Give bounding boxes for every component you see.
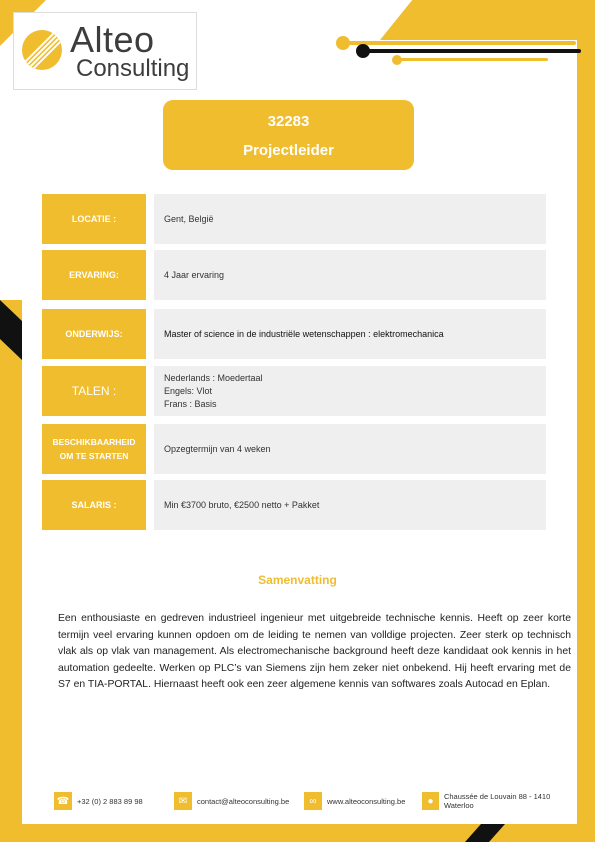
email-text: contact@alteoconsulting.be — [197, 796, 290, 806]
left-accent-band — [0, 300, 22, 842]
right-accent-band — [577, 0, 595, 842]
row-value — [154, 366, 546, 416]
location-pin-icon: ● — [422, 792, 439, 810]
info-row-languages — [42, 366, 546, 416]
logo-mark-icon — [22, 30, 62, 70]
logo-name-line1: Alteo — [70, 19, 155, 60]
phone-icon: ☎ — [54, 792, 72, 810]
row-label: BESCHIKBAARHEID OM TE STARTEN — [42, 424, 146, 474]
row-label: LOCATIE : — [42, 194, 146, 244]
row-label: ERVARING: — [42, 250, 146, 300]
info-row-availability — [42, 424, 546, 474]
contact-footer — [54, 791, 574, 811]
top-right-accent — [380, 0, 595, 40]
reference-number: 32283 — [267, 113, 310, 130]
row-label: ONDERWIJS: — [42, 309, 146, 359]
website-text: www.alteoconsulting.be — [327, 796, 406, 806]
info-row-education — [42, 309, 546, 359]
summary-title: Samenvatting — [258, 573, 337, 587]
job-role: Projectleider — [243, 142, 334, 159]
row-value: Master of science in de industriële wetenschappen : elektromechanica — [154, 309, 546, 359]
footer-address — [422, 791, 574, 811]
summary-text: Een enthousiaste en gedreven industrieel ingenieur met uitgebreide technische kennis. Heeft op zeer korte termijn veel ervaring kunnen opdoen om de leiding te nemen van volldige projecten. Zeer sterk op technisch vlak als op vlak van management. Als electromechanische background heeft deze kandidaat ook kennis in het automation gedeelte. Werken op PLC’s van Siemens zijn hem zeker niet onbekend. Hij heeft ervaring met de S7 en TIA-PORTAL. Hiernaast heeft ook een zeer algemene kennis van softwares zoals Autocad en Eplan. — [58, 613, 571, 690]
bottom-accent-band — [0, 824, 595, 842]
phone-text: +32 (0) 2 883 89 98 — [77, 796, 143, 806]
info-row-location — [42, 194, 546, 244]
row-value: Opzegtermijn van 4 weken — [154, 424, 546, 474]
row-value: Gent, België — [154, 194, 546, 244]
info-row-salary — [42, 480, 546, 530]
row-label: TALEN : — [42, 366, 146, 416]
decorative-lines — [336, 36, 581, 66]
logo-name-line2: Consulting — [76, 55, 190, 82]
footer-phone[interactable] — [54, 791, 143, 811]
language-line: Frans : Basis — [164, 398, 217, 409]
company-logo — [13, 12, 197, 90]
row-value: Min €3700 bruto, €2500 netto + Pakket — [154, 480, 546, 530]
row-label: SALARIS : — [42, 480, 146, 530]
info-row-experience — [42, 250, 546, 300]
address-text: Chaussée de Louvain 88 - 1410 Waterloo — [443, 792, 551, 810]
row-value: 4 Jaar ervaring — [154, 250, 546, 300]
language-line: Nederlands : Moedertaal — [164, 372, 263, 383]
job-title-box — [163, 100, 414, 170]
language-line: Engels: Vlot — [164, 385, 213, 396]
footer-website[interactable] — [304, 791, 405, 811]
mail-icon: ✉ — [174, 792, 192, 810]
footer-email[interactable] — [174, 791, 289, 811]
link-icon: ∞ — [304, 792, 322, 810]
